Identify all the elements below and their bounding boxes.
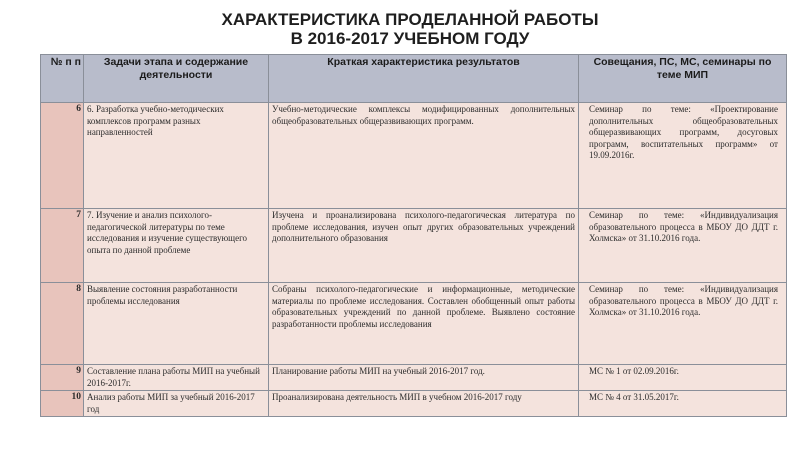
- row-result: Изучена и проанализирована психолого-педагогическая литература по проблеме исследования, изучен опыт других образовательных учреждений дополнительного образования: [269, 209, 579, 283]
- table-row: [41, 391, 787, 417]
- row-number: 10: [41, 391, 84, 417]
- table-row: [41, 365, 787, 391]
- table-row: [41, 209, 787, 283]
- table-row: [41, 283, 787, 365]
- header-meetings: Совещания, ПС, МС, семинары по теме МИП: [579, 55, 787, 103]
- header-results: Краткая характеристика результатов: [269, 55, 579, 103]
- header-tasks: Задачи этапа и содержание деятельности: [84, 55, 269, 103]
- row-task: Анализ работы МИП за учебный 2016-2017 год: [84, 391, 269, 417]
- row-task: 6. Разработка учебно-методических комплексов программ разных направленностей: [84, 103, 269, 209]
- row-meeting: МС № 4 от 31.05.2017г.: [579, 391, 787, 417]
- table-row: [41, 103, 787, 209]
- row-number: 8: [41, 283, 84, 365]
- row-meeting: МС № 1 от 02.09.2016г.: [579, 365, 787, 391]
- table-header-row: [41, 55, 787, 103]
- title-line-1: ХАРАКТЕРИСТИКА ПРОДЕЛАННОЙ РАБОТЫ: [221, 10, 599, 29]
- row-result: Проанализирована деятельность МИП в учебном 2016-2017 году: [269, 391, 579, 417]
- row-result: Собраны психолого-педагогические и информационные, методические материалы по проблеме исследования. Составлен обобщенный опыт работы образовательных учреждений по данной проблеме. Выявлено состояние разработанности проблемы исследования: [269, 283, 579, 365]
- row-result: Планирование работы МИП на учебный 2016-2017 год.: [269, 365, 579, 391]
- title-line-2: В 2016-2017 УЧЕБНОМ ГОДУ: [290, 29, 530, 48]
- row-number: 9: [41, 365, 84, 391]
- row-result: Учебно-методические комплексы модифицированных дополнительных общеобразовательных общеразвивающих программ.: [269, 103, 579, 209]
- row-number: 6: [41, 103, 84, 209]
- results-table: [40, 54, 787, 417]
- page-title: [0, 10, 800, 48]
- row-meeting: Семинар по теме: «Проектирование дополнительных общеобразовательных общеразвивающих программ, досуговых программ, воспитательных программ» от 19.09.2016г.: [579, 103, 787, 209]
- row-task: Выявление состояния разработанности проблемы исследования: [84, 283, 269, 365]
- row-meeting: Семинар по теме: «Индивидуализация образовательного процесса в МБОУ ДО ДДТ г. Холмска» от 31.10.2016 года.: [579, 283, 787, 365]
- row-number: 7: [41, 209, 84, 283]
- row-task: 7. Изучение и анализ психолого-педагогической литературы по теме исследования и изучение существующего опыта по данной проблеме: [84, 209, 269, 283]
- row-meeting: Семинар по теме: «Индивидуализация образовательного процесса в МБОУ ДО ДДТ г. Холмска» от 31.10.2016 года.: [579, 209, 787, 283]
- header-number: № п п: [41, 55, 84, 103]
- row-task: Составление плана работы МИП на учебный 2016-2017г.: [84, 365, 269, 391]
